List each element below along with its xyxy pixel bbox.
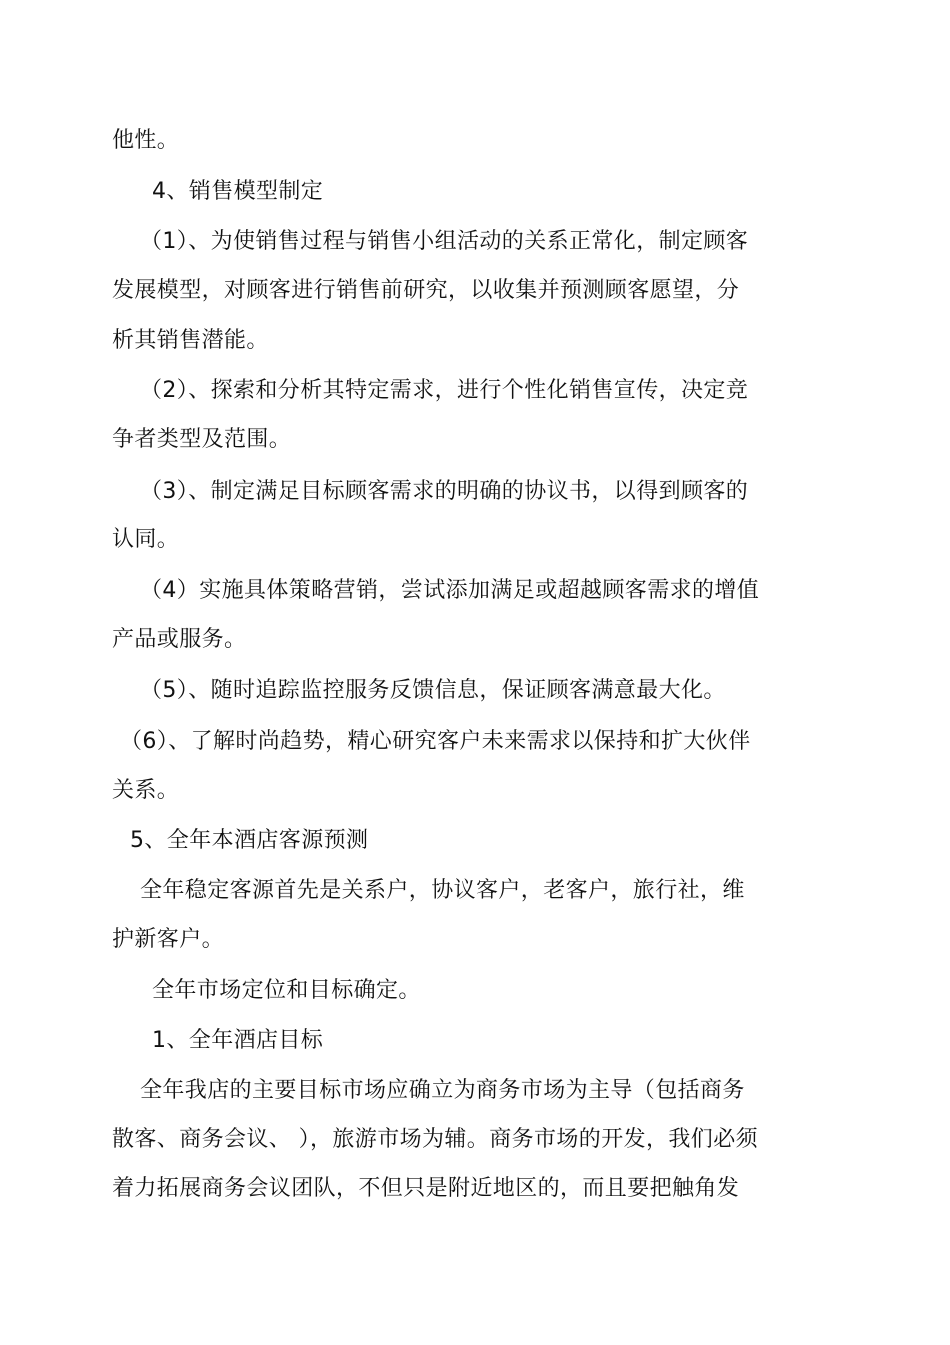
- text-line: （4）实施具体策略营销，尝试添加满足或超越顾客需求的增值: [140, 578, 760, 603]
- text-line: 散客、商务会议、 ），旅游市场为辅。商务市场的开发，我们必须: [112, 1127, 758, 1152]
- text-line: 着力拓展商务会议团队，不但只是附近地区的，而且要把触角发: [112, 1176, 740, 1201]
- section-heading: 5、全年本酒店客源预测: [130, 828, 369, 853]
- section-heading: 4、销售模型制定: [152, 179, 324, 204]
- text-line: 析其销售潜能。: [112, 328, 269, 353]
- section-heading: 1、全年酒店目标: [152, 1028, 324, 1053]
- text-line: 全年市场定位和目标确定。: [152, 978, 421, 1003]
- text-line: 发展模型，对顾客进行销售前研究，以收集并预测顾客愿望，分: [112, 278, 740, 303]
- text-line: 关系。: [112, 778, 180, 803]
- text-line: 全年稳定客源首先是关系户，协议客户，老客户，旅行社，维: [140, 878, 745, 903]
- text-line: 他性。: [112, 128, 180, 153]
- text-line: （3）、制定满足目标顾客需求的明确的协议书，以得到顾客的: [140, 479, 749, 504]
- text-line: 护新客户。: [112, 927, 225, 952]
- text-line: 产品或服务。: [112, 627, 247, 652]
- text-line: （6）、了解时尚趋势，精心研究客户未来需求以保持和扩大伙伴: [120, 729, 751, 754]
- text-line: （1）、为使销售过程与销售小组活动的关系正常化，制定顾客: [140, 229, 749, 254]
- text-line: （5）、随时追踪监控服务反馈信息，保证顾客满意最大化。: [140, 678, 726, 703]
- text-line: 认同。: [112, 527, 180, 552]
- text-line: 全年我店的主要目标市场应确立为商务市场为主导（包括商务: [140, 1078, 745, 1103]
- text-line: 争者类型及范围。: [112, 427, 292, 452]
- text-line: （2）、探索和分析其特定需求，进行个性化销售宣传，决定竞: [140, 378, 749, 403]
